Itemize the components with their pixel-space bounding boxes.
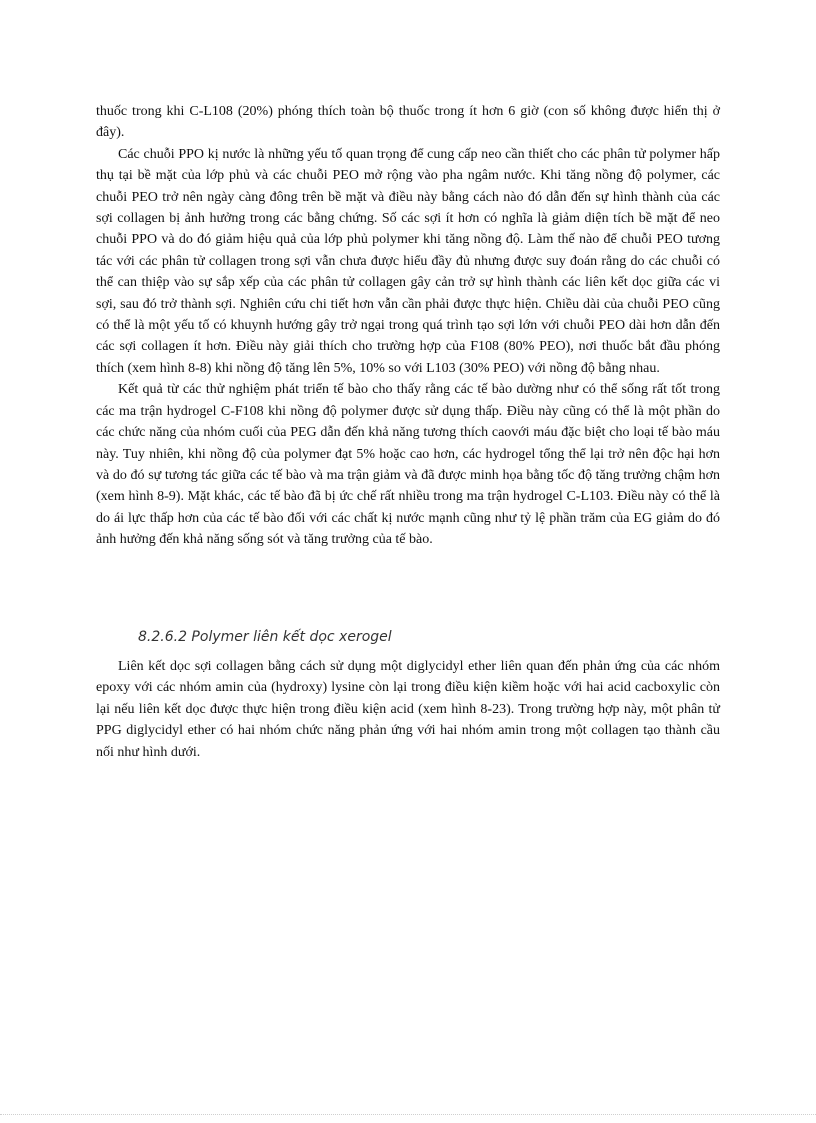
page-edge-divider (0, 1114, 816, 1115)
paragraph-continuation: thuốc trong khi C-L108 (20%) phóng thích toàn bộ thuốc trong ít hơn 6 giờ (con số không được hiển thị ở đây). (96, 104, 720, 141)
paragraph-crosslinking: Liên kết dọc sợi collagen bằng cách sử dụng một diglycidyl ether liên quan đến phản ứng của các nhóm epoxy với các nhóm amin của (hydroxy) lysine còn lại trong điều kiện kiềm hoặc với hai acid cacboxylic còn lại nếu liên kết dọc được thực hiện trong điều kiện acid (xem hình 8-23). Trong trường hợp này, một phân tử PPG diglycidyl ether có hai nhóm chức năng phản ứng với hai nhóm amin trong một collagen tạo thành cầu nối như hình dưới. (96, 659, 720, 760)
body-text-lower (96, 656, 720, 763)
paragraph-cell-growth: Kết quả từ các thử nghiệm phát triển tế bào cho thấy rằng các tế bào dường như có thể sống rất tốt trong các ma trận hydrogel C-F108 khi nồng độ polymer được sử dụng thấp. Điều này cũng có thể là một phần do các chức năng của nhóm cuối của PEG dẫn đến khả năng tương thích caovới máu đặc biệt cho loại tế bào máu này. Tuy nhiên, khi nồng độ của polymer đạt 5% hoặc cao hơn, các hydrogel tổng thể lại trở nên độc hại hơn và do đó sự tương tác giữa các tế bào và ma trận giảm và đã được minh họa bằng tốc độ tăng trưởng chậm hơn (xem hình 8-9). Mặt khác, các tế bào đã bị ức chế rất nhiều trong ma trận hydrogel C-L103. Điều này có thể là do ái lực thấp hơn của các tế bào đối với các chất kị nước mạnh cũng như tỷ lệ phần trăm của EG giảm do đó ảnh hưởng đến khả năng sống sót và tăng trưởng của tế bào. (96, 382, 720, 548)
section-heading: 8.2.6.2 Polymer liên kết dọc xerogel (138, 629, 392, 645)
paragraph-ppo-chains: Các chuỗi PPO kị nước là những yếu tố quan trọng để cung cấp neo cần thiết cho các phân tử polymer hấp thụ tại bề mặt của lớp phủ và các chuỗi PEO mở rộng vào pha ngâm nước. Khi tăng nồng độ polymer, các chuỗi PEO trở nên ngày càng đông trên bề mặt và điều này bằng cách nào đó dẫn đến sự hình thành của các sợi collagen bị ảnh hưởng trong các bằng chứng. Số các sợi ít hơn có nghĩa là giảm diện tích bề mặt để neo chuỗi PPO và do đó giảm hiệu quả của lớp phủ polymer khi tăng nồng độ. Làm thế nào để chuỗi PEO tương tác với các phân tử collagen trong sợi vẫn chưa được hiểu đầy đủ nhưng được suy đoán rằng do các chuỗi có thể can thiệp vào sự sắp xếp của các phân tử collagen gây cản trở sự hình thành các liên kết dọc giữa các vi sợi, sau đó trở thành sợi. Nghiên cứu chi tiết hơn vẫn cần phải được thực hiện. Chiều dài của chuỗi PEO cũng có thể là một yếu tố có khuynh hướng gây trở ngại trong quá trình tạo sợi lớn với chuỗi PEO dài hơn dẫn đến các sợi collagen ít hơn. Điều này giải thích cho trường hợp của F108 (80% PEO), nơi thuốc bắt đầu phóng thích (xem hình 8-8) khi nồng độ tăng lên 5%, 10% so với L103 (30% PEO) với nồng độ bằng nhau. (96, 146, 720, 376)
body-text-upper (96, 101, 720, 551)
